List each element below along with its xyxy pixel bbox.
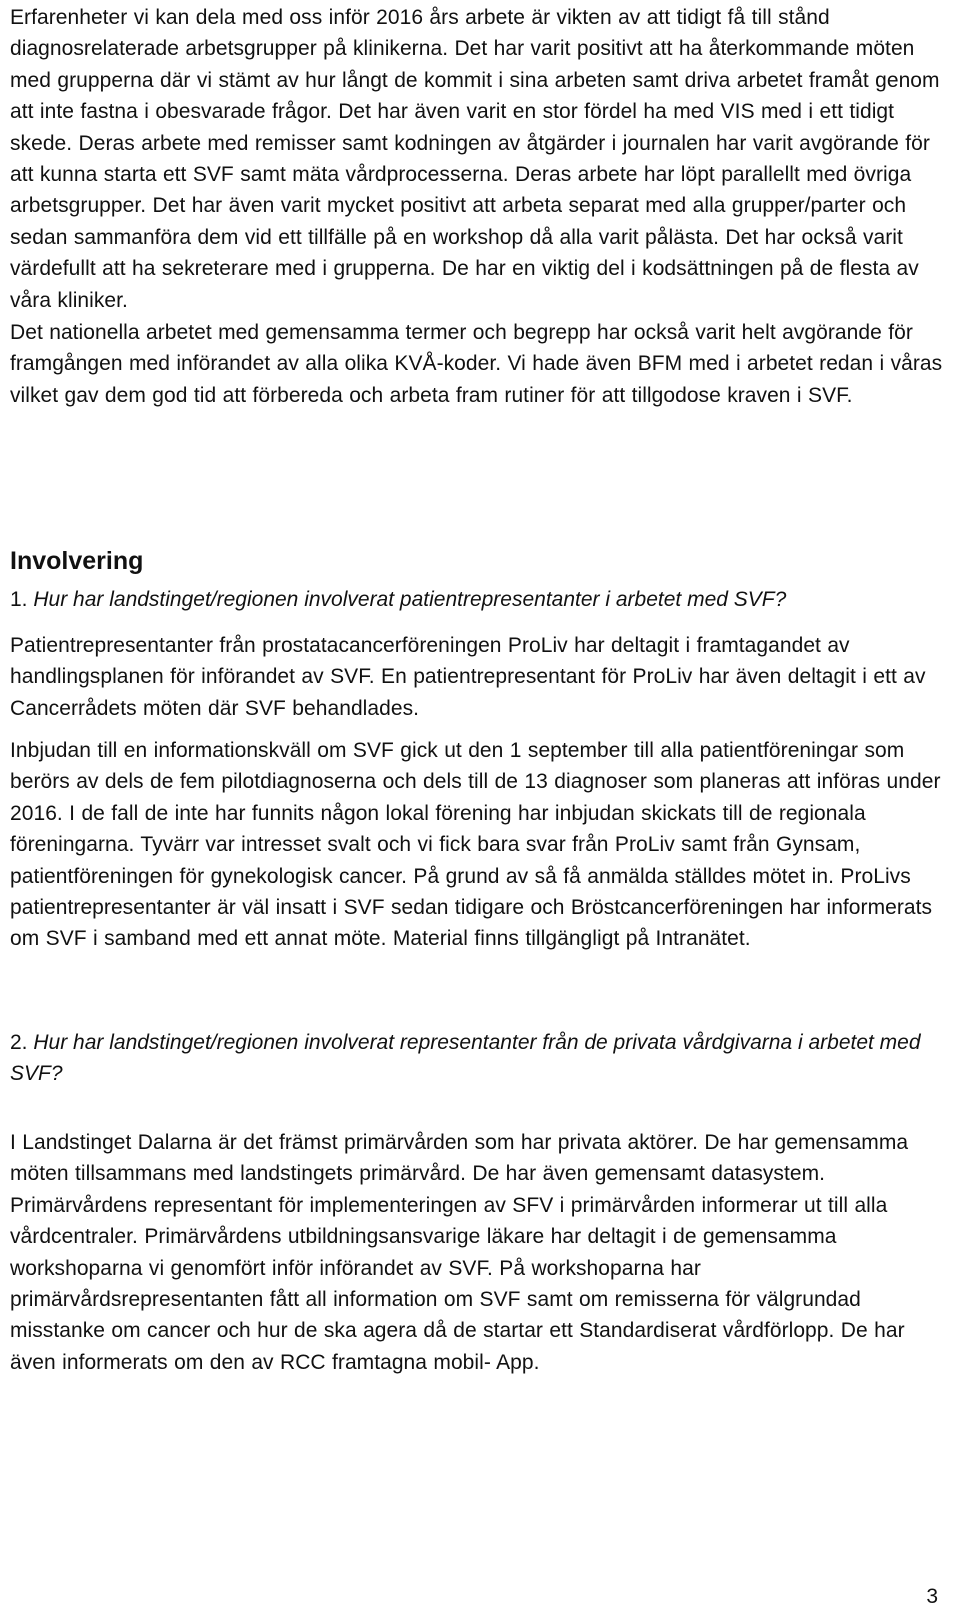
answer-1-paragraph-2: Inbjudan till en informationskväll om SVF gick ut den 1 september till alla patientföreningar som berörs av dels de fem pilotdiagnoserna och dels till de 13 diagnoser som planeras att införas under 2016. I de fall de inte har funnits någon lokal förening har inbjudan skickats till de regionala föreningarna. Tyvärr var intresset svalt och vi fick bara svar från ProLiv samt från Gynsam, patientföreningen för gynekologisk cancer. På grund av så få anmälda ställdes mötet in. ProLivs patientrepresentanter är väl insatt i SVF sedan tidigare och Bröstcancerföreningen har informerats om SVF i samband med ett annat möte. Material finns tillgängligt på Intranätet. [10, 739, 941, 951]
question-1-number: 1. [10, 588, 28, 611]
question-2-block [10, 1027, 950, 1090]
answer-1-paragraph-1-block [10, 630, 950, 724]
question-1-text: Hur har landstinget/regionen involverat patientrepresentanter i arbetet med SVF? [33, 588, 787, 611]
answer-2-paragraph-1-block [10, 1127, 950, 1378]
question-2 [10, 1027, 950, 1090]
intro-section [10, 0, 950, 411]
answer-1-paragraph-1: Patientrepresentanter från prostatacancerföreningen ProLiv har deltagit i framtagandet av handlingsplanen för införandet av SVF. En patientrepresentant för ProLiv har även deltagit i ett av Cancerrådets möten där SVF behandlades. [10, 634, 926, 720]
section-heading: Involvering [10, 547, 144, 575]
answer-2-paragraph-1: I Landstinget Dalarna är det främst primärvården som har privata aktörer. De har gemensamma möten tillsammans med landstingets primärvård. De har även gemensamt datasystem. Primärvårdens representant för implementeringen av SFV i primärvården informerar ut till alla vårdcentraler. Primärvårdens utbildningsansvarige läkare har deltagit i de gemensamma workshoparna vi genomfört inför införandet av SVF. På workshoparna har primärvårdsrepresentanten fått all information om SVF samt om remisserna för välgrundad misstanke om cancer och hur de ska agera då de startar ett Standardiserat vårdförlopp. De har även informerats om den av RCC framtagna mobil- App. [10, 1131, 909, 1374]
intro-paragraph-2: Det nationella arbetet med gemensamma termer och begrepp har också varit helt avgörande för framgången med införandet av alla olika KVÅ-koder. Vi hade även BFM med i arbetet redan i våras vilket gav dem god tid att förbereda och arbeta fram rutiner för att tillgodose kraven i SVF. [10, 321, 943, 407]
intro-paragraph-1: Erfarenheter vi kan dela med oss inför 2016 års arbete är vikten av att tidigt få till stånd diagnosrelaterade arbetsgrupper på klinikerna. Det har varit positivt att ha återkommande möten med grupperna där vi stämt av hur långt de kommit i sina arbeten samt driva arbetet framåt genom att inte fastna i obesvarade frågor. Det har även varit en stor fördel ha med VIS med i ett tidigt skede. Deras arbete med remisser samt kodningen av åtgärder i journalen har varit avgörande för att kunna starta ett SVF samt mäta vårdprocesserna. Deras arbete har löpt parallellt med övriga arbetsgrupper. Det har även varit mycket positivt att arbeta separat med alla grupper/parter och sedan sammanföra dem vid ett tillfälle på en workshop då alla varit pålästa. Det har också varit värdefullt att ha sekreterare med i grupperna. De har en viktig del i kodsättningen på de flesta av våra kliniker. [10, 6, 940, 312]
question-1-block [10, 584, 950, 615]
question-1 [10, 584, 950, 615]
answer-1-paragraph-2-block [10, 735, 950, 955]
question-2-text: Hur har landstinget/regionen involverat representanter från de privata vårdgivarna i arbetet med SVF? [10, 1031, 921, 1086]
page-number: 3 [926, 1585, 938, 1608]
question-2-number: 2. [10, 1031, 28, 1054]
